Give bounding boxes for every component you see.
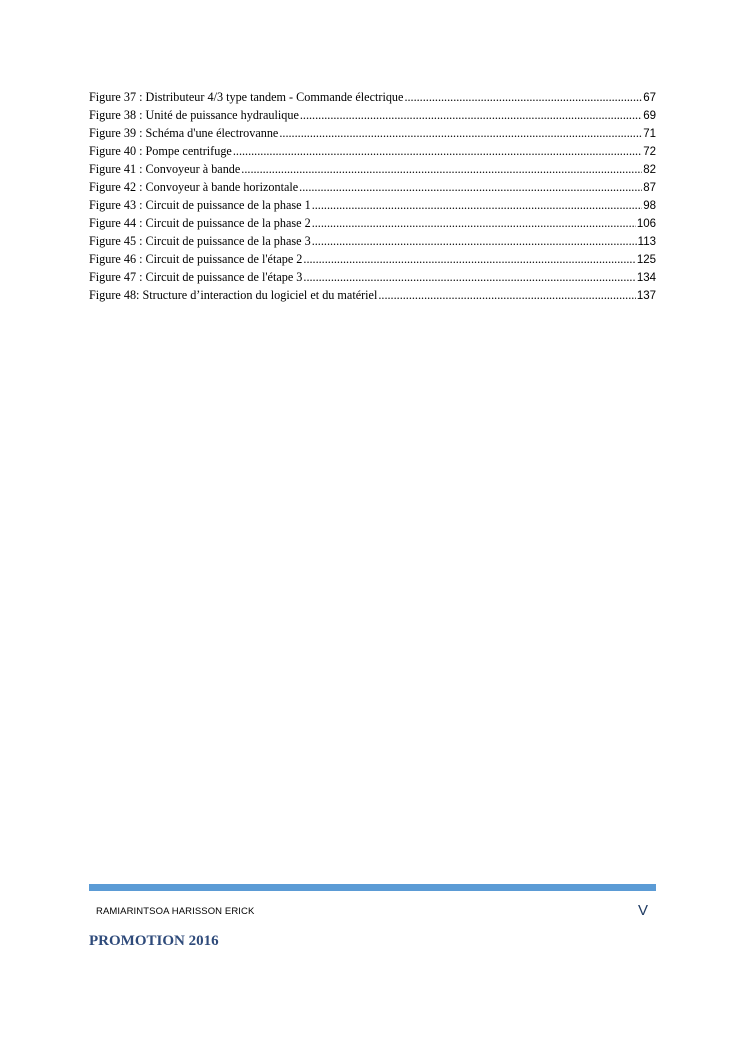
toc-entry[interactable]: [89, 250, 656, 268]
toc-entry-title: Figure 47 : Circuit de puissance de l'étape 3: [89, 270, 303, 284]
toc-dot-leader: [233, 142, 642, 160]
toc-entry[interactable]: [89, 214, 656, 232]
toc-entry-page: 71: [643, 128, 656, 140]
toc-entry[interactable]: [89, 268, 656, 286]
toc-entry-page: 98: [643, 200, 656, 212]
toc-dot-leader: [279, 124, 642, 142]
toc-entry[interactable]: [89, 286, 656, 304]
toc-entry-page: 113: [637, 236, 656, 248]
footer-promotion: PROMOTION 2016: [89, 933, 219, 949]
table-of-figures: [89, 88, 656, 304]
toc-dot-leader: [378, 286, 635, 304]
toc-dot-leader: [303, 250, 635, 268]
toc-entry[interactable]: [89, 142, 656, 160]
toc-entry-page: 67: [643, 92, 656, 104]
toc-entry-title: Figure 43 : Circuit de puissance de la phase 1: [89, 198, 311, 212]
toc-entry[interactable]: [89, 106, 656, 124]
toc-entry-page: 69: [643, 110, 656, 122]
toc-dot-leader: [303, 268, 635, 286]
footer-page-number: V: [638, 902, 649, 919]
footer-divider-bar: [89, 884, 656, 891]
toc-entry[interactable]: [89, 88, 656, 106]
toc-entry[interactable]: [89, 160, 656, 178]
toc-entry-page: 106: [636, 218, 656, 230]
toc-entry-title: Figure 39 : Schéma d'une électrovanne: [89, 126, 279, 140]
toc-entry[interactable]: [89, 124, 656, 142]
toc-entry-title: Figure 48: Structure d’interaction du logiciel et du matériel: [89, 288, 378, 302]
toc-entry-title: Figure 44 : Circuit de puissance de la phase 2: [89, 216, 311, 230]
toc-entry-title: Figure 37 : Distributeur 4/3 type tandem - Commande électrique: [89, 90, 404, 104]
toc-entry-title: Figure 40 : Pompe centrifuge: [89, 144, 232, 158]
toc-entry-page: 87: [643, 182, 656, 194]
toc-entry-title: Figure 46 : Circuit de puissance de l'étape 2: [89, 252, 303, 266]
toc-dot-leader: [300, 106, 642, 124]
toc-dot-leader: [312, 232, 637, 250]
footer-author: RAMIARINTSOA HARISSON ERICK: [96, 906, 255, 917]
toc-entry-title: Figure 42 : Convoyeur à bande horizontale: [89, 180, 299, 194]
toc-dot-leader: [241, 160, 642, 178]
toc-entry-page: 134: [636, 272, 656, 284]
toc-entry-page: 82: [643, 164, 656, 176]
toc-entry-title: Figure 41 : Convoyeur à bande: [89, 162, 241, 176]
toc-entry[interactable]: [89, 196, 656, 214]
toc-entry-title: Figure 45 : Circuit de puissance de la phase 3: [89, 234, 311, 248]
toc-entry[interactable]: [89, 232, 656, 250]
toc-dot-leader: [312, 214, 636, 232]
toc-dot-leader: [299, 178, 642, 196]
toc-entry-title: Figure 38 : Unité de puissance hydraulique: [89, 108, 299, 122]
toc-dot-leader: [404, 88, 642, 106]
toc-entry-page: 72: [643, 146, 656, 158]
toc-dot-leader: [312, 196, 643, 214]
toc-entry-page: 137: [636, 290, 656, 302]
toc-entry[interactable]: [89, 178, 656, 196]
toc-entry-page: 125: [636, 254, 656, 266]
